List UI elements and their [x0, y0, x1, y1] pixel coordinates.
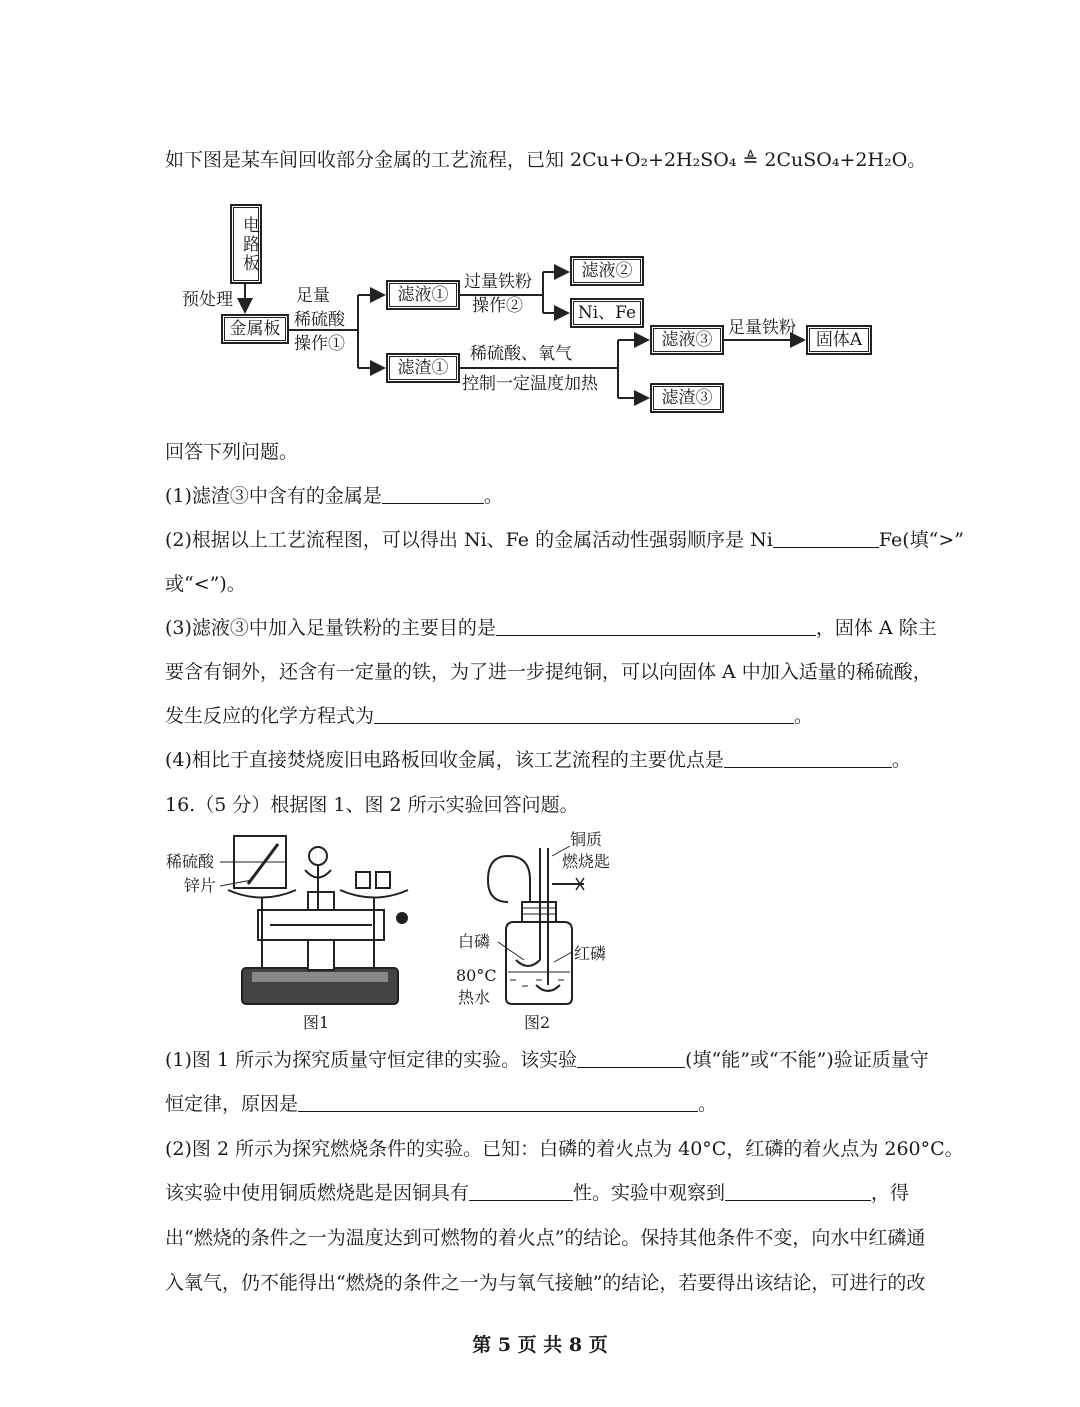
label-iron-enough: 足量铁粉	[728, 318, 796, 338]
weight-2	[376, 872, 390, 888]
p2-answer-blank-2[interactable]	[725, 1182, 871, 1201]
p2-answer-blank-1[interactable]	[469, 1182, 573, 1201]
q3-answer-blank-1[interactable]	[496, 617, 816, 636]
question-16-1-cont	[165, 1092, 955, 1116]
balance-beam	[258, 910, 384, 940]
q4-end: 。	[891, 749, 911, 771]
bottle	[506, 922, 572, 1004]
q2-text: (2)根据以上工艺流程图，可以得出 Ni、Fe 的金属活动性强弱顺序是 Ni	[165, 529, 773, 551]
label-acid-oxygen: 稀硫酸、氧气	[470, 344, 572, 364]
p2-text-b: 该实验中使用铜质燃烧匙是因铜具有	[165, 1182, 470, 1204]
q2-answer-blank[interactable]	[773, 529, 879, 548]
box-solid-a: 固体A	[806, 325, 872, 355]
q3-text-d: 发生反应的化学方程式为	[165, 705, 375, 727]
question-1	[165, 484, 955, 508]
q2-text-b: Fe(填“>”	[878, 529, 964, 551]
q1-end: 。	[483, 485, 503, 507]
q1-answer-blank[interactable]	[382, 485, 484, 504]
left-pan	[228, 890, 296, 898]
p1-answer-blank-2[interactable]	[298, 1093, 698, 1112]
box-residue3: 滤渣③	[650, 383, 724, 413]
label-spoon-2: 燃烧匙	[562, 852, 611, 871]
spoon-white-p	[516, 960, 540, 966]
q4-answer-blank[interactable]	[724, 749, 892, 768]
p1-answer-blank-1[interactable]	[577, 1049, 685, 1068]
box-residue1: 滤渣①	[386, 353, 460, 383]
weight-1	[356, 872, 370, 888]
box-ni-fe: Ni、Fe	[570, 298, 644, 328]
label-pretreat: 预处理	[182, 290, 233, 310]
p1-text-b: (填“能”或“不能”)验证质量守	[685, 1049, 929, 1071]
label-red-p: 红磷	[574, 944, 607, 963]
q3-end: 。	[794, 705, 814, 727]
p1-text-c: 恒定律，原因是	[165, 1093, 299, 1115]
question-16-2-cont3: 入氧气，仍不能得出“燃烧的条件之一为与氧气接触”的结论，若要得出该结论，可进行的改	[165, 1272, 926, 1294]
question-16-2-cont	[165, 1181, 955, 1205]
question-2	[165, 528, 964, 552]
balance-pillar	[308, 892, 334, 970]
p1-end: 。	[698, 1093, 718, 1115]
label-iron-excess: 过量铁粉	[464, 272, 532, 292]
label-acid-line1: 足量	[296, 286, 330, 306]
q3-text-b: ，固体 A 除主	[815, 617, 937, 639]
question-16-1	[165, 1048, 955, 1072]
q3-text: (3)滤液③中加入足量铁粉的主要目的是	[165, 617, 496, 639]
p2-text-d: ，得	[871, 1182, 910, 1204]
label-white-p: 白磷	[458, 932, 491, 951]
q1-text: (1)滤渣③中含有的金属是	[165, 485, 382, 507]
p2-text-c: 性。实验中观察到	[573, 1182, 726, 1204]
question-4	[165, 748, 955, 772]
label-zinc: 锌片	[184, 876, 217, 895]
box-filtrate1: 滤液①	[386, 280, 460, 310]
label-spoon-1: 铜质	[570, 830, 603, 849]
question-16-2: (2)图 2 所示为探究燃烧条件的实验。已知：白磷的着火点为 40°C，红磷的着火点为 260°C。	[165, 1138, 964, 1160]
beaker	[234, 836, 286, 888]
box-circuit-board: 电路板	[230, 204, 262, 284]
p1-text: (1)图 1 所示为探究质量守恒定律的实验。该实验	[165, 1049, 578, 1071]
label-op2: 操作②	[472, 296, 523, 316]
intro-text: 如下图是某车间回收部分金属的工艺流程，已知	[165, 149, 571, 171]
question-16: 16.（5 分）根据图 1、图 2 所示实验回答问题。	[165, 794, 579, 816]
label-temp: 80°C	[456, 966, 497, 985]
question-3-cont: 要含有铜外，还含有一定量的铁，为了进一步提纯铜，可以向固体 A 中加入适量的稀硫酸，	[165, 661, 932, 683]
label-dilute-acid: 稀硫酸	[166, 852, 215, 871]
figure-2-caption: 图2	[524, 1013, 551, 1032]
zinc-strip	[248, 844, 278, 884]
question-3-eq	[165, 704, 955, 728]
box-filtrate3: 滤液③	[650, 325, 724, 355]
question-3	[165, 616, 955, 640]
box-metal-plate: 金属板	[221, 314, 289, 344]
page-footer: 第 5 页 共 8 页	[472, 1334, 608, 1356]
label-acid-line2: 稀硫酸	[294, 310, 345, 330]
flow-arrows	[0, 0, 1080, 430]
q4-text: (4)相比于直接焚烧废旧电路板回收金属，该工艺流程的主要优点是	[165, 749, 724, 771]
intro-equation: 2Cu+O₂+2H₂SO₄ ≜ 2CuSO₄+2H₂O。	[570, 149, 927, 171]
box-filtrate2: 滤液②	[570, 256, 644, 286]
figure-1-caption: 图1	[303, 1013, 330, 1032]
label-heat: 控制一定温度加热	[462, 374, 598, 394]
label-hot-water: 热水	[458, 988, 491, 1007]
question-16-2-cont2: 出“燃烧的条件之一为温度达到可燃物的着火点”的结论。保持其他条件不变，向水中红磷通	[165, 1227, 926, 1249]
balance-base	[242, 968, 398, 1004]
label-op1: 操作①	[294, 334, 345, 354]
rubber-tube	[488, 856, 530, 902]
q3-answer-blank-2[interactable]	[374, 705, 794, 724]
right-pan	[340, 890, 408, 898]
answer-prompt: 回答下列问题。	[165, 441, 299, 463]
spoon-red-p	[536, 985, 560, 991]
question-2-cont: 或“<”)。	[165, 573, 246, 595]
